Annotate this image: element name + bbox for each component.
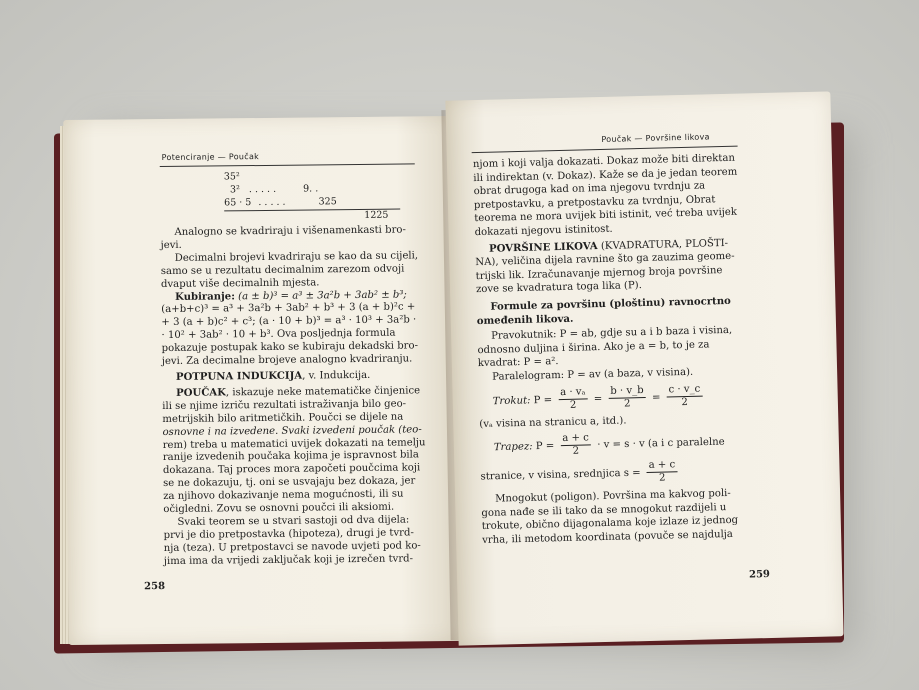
right-page-header: Poučak — Površine likova — [601, 132, 710, 144]
kubiranje-label: Kubiranje: — [175, 290, 235, 303]
text-line: Svaki teorem se u stvari sastoji od dva dijela: — [177, 514, 410, 528]
table-cell: 65 · 5 — [224, 197, 252, 209]
text-line: dokazati njegovu istinitost. — [474, 223, 613, 239]
poucak-heading: POUČAK — [176, 387, 227, 399]
text-line: ranije izvedenih poučaka kojima je ispravnost bila — [162, 449, 419, 464]
text-line: Decimalni brojevi kvadriraju se kao da su cijeli, — [174, 250, 419, 264]
text-line: ili se njime izriču rezultati istraživanja bilo geo- — [162, 398, 407, 412]
text-line: za njihovo dokazivanje nema mogućnosti, ili su — [163, 488, 404, 503]
left-page-body — [160, 224, 426, 568]
trokut-formula — [478, 382, 754, 414]
text-line: vrha, ili metodom koordinata (povuče se najdulja — [482, 528, 734, 546]
multiplication-table — [224, 170, 401, 225]
text-line: jevi. Za decimalne brojeve analogno kvadriranju. — [161, 353, 413, 368]
formula-p: P = — [535, 440, 555, 453]
text-line: teorema ne mora uvijek biti istinit, već treba uvijek — [474, 207, 738, 225]
text-line: Analogno se kvadriraju i višenamenkasti bro- — [174, 224, 406, 238]
fraction — [647, 459, 678, 485]
fraction — [666, 383, 702, 409]
potpuna-indukcija-heading: POTPUNA INDUKCIJA — [175, 370, 303, 383]
numerator: a · vₐ — [558, 386, 588, 400]
text-line: pretpostavku, a pretpostavku za tvrdnju, Obrat — [473, 194, 716, 211]
formula-heading: Formule za površinu (ploštinu) ravnocrtno — [490, 295, 731, 313]
denominator: 2 — [569, 399, 577, 411]
text-line: se ne dokazuju, tj. oni se usvajaju bez dokaza, jer — [163, 475, 416, 490]
table-cell: 1225 — [364, 209, 389, 221]
text-line: NA), veličina dijela ravnine što ga zauzima geome- — [475, 250, 735, 269]
denominator: 2 — [681, 396, 689, 408]
denominator: 2 — [623, 397, 631, 410]
trokut-label: Trokut: — [492, 394, 531, 407]
text-line: odnosno duljina i širina. Ako je a = b, to je za — [477, 339, 710, 356]
text-line: dokazana. Taj proces mora započeti poučcima koji — [162, 462, 421, 477]
text-line: + 3 (a + b)c² + c³; (a · 10 + b)³ = a³ · 10³ + 3a²b · — [161, 314, 417, 329]
table-cell: 3² — [229, 184, 240, 196]
text-line: pokazuje postupak kako se kubiraju dekadski bro- — [161, 340, 419, 355]
srednjica-line — [480, 457, 756, 489]
povrsine-likova-heading: POVRŠINE LIKOVA — [488, 240, 598, 255]
kubiranje-formula: (a ± b)³ = a³ ± 3a²b + 3ab² ± b³; — [238, 289, 407, 302]
text-line: (a+b+c)³ = a³ + 3a²b + 3ab² + b³ + 3 (a + b)²c + — [161, 301, 416, 316]
equals-sign: = — [593, 393, 603, 405]
text-line: jevi. — [160, 239, 182, 251]
equals-sign: = — [651, 391, 661, 403]
text-fragment: , v. Indukcija. — [302, 369, 371, 382]
text-line: Mnogokut (poligon). Površina ma kakvog poli- — [495, 488, 731, 505]
text-line: obrat drugoga kad on ima njegovu tvrdnju za — [473, 180, 706, 198]
trapez-label: Trapez: — [493, 441, 533, 454]
formula-rest: · v = s · v (a i c paralelne — [597, 436, 725, 451]
formula-p: P = — [533, 394, 553, 406]
denominator: 2 — [658, 472, 666, 484]
text-line: zove se kvadratura toga lika (P). — [475, 280, 643, 296]
numerator: a + c — [560, 432, 591, 446]
text-line: njom i koji valja dokazati. Dokaz može biti direktan — [472, 152, 736, 171]
formula-heading: omeđenih likova. — [476, 313, 574, 327]
text-line: jima ima da vrijedi zaključak koji je izrečen tvrd- — [163, 553, 414, 567]
numerator: c · v_c — [666, 383, 702, 397]
fraction — [608, 384, 646, 410]
text-line: metrijskih bilo aritmetičkih. Poučci se dijele na — [162, 411, 404, 425]
table-cell: 35² — [223, 171, 240, 183]
text-line: kvadrat: P = a². — [477, 356, 559, 370]
table-row — [364, 210, 400, 223]
right-page-body — [473, 151, 757, 547]
table-cell: . . . . . — [248, 183, 277, 196]
text-line: Pravokutnik: P = ab, gdje su a i b baza i visina, — [491, 324, 733, 342]
text-line: rem) treba u matematici uvijek dokazati na temelju — [162, 436, 426, 451]
left-header-rule — [160, 163, 415, 167]
table-cell: 325 — [318, 196, 337, 208]
fraction — [560, 432, 591, 458]
text-line: trijski lik. Izračunavanje mjernog broja površine — [475, 264, 723, 282]
left-page — [63, 116, 460, 645]
table-cell: . . . . . — [258, 196, 286, 209]
text-line: trokute, obično dijagonalama koje izlaze iz jednog — [481, 515, 739, 533]
text-line: osnovne i na izvedene. Svaki izvedeni poučak (teo- — [162, 423, 422, 438]
left-page-number: 258 — [144, 581, 166, 593]
text-line: samo se u rezultatu decimalnim zarezom odvoji — [160, 263, 405, 277]
text-line — [162, 369, 420, 385]
text-fragment: , iskazuje neke matematičke činjenice — [225, 385, 421, 399]
left-page-header: Potenciranje — Poučak — [161, 152, 260, 163]
text-fragment: (KVADRATURA, PLOŠTI- — [597, 237, 729, 252]
text-fragment: stranice, v visina, srednjica s = — [480, 467, 641, 483]
text-line: dvaput više decimalnih mjesta. — [160, 277, 320, 290]
text-line: (vₐ visina na stranicu a, itd.). — [479, 414, 627, 430]
numerator: b · v_b — [608, 384, 646, 398]
denominator: 2 — [572, 445, 580, 457]
text-line: prvi je dio pretpostavka (hipoteza), drugi je tvrd- — [163, 527, 414, 541]
text-line: ili indirektan (v. Dokaz). Kaže se da je jedan teorem — [473, 166, 738, 184]
text-line: · 10² + 3ab² · 10 + b³. Ova posljednja formula — [161, 327, 396, 342]
text-line: nja (teza). U pretpostavci se navode uvjeti pod ko- — [163, 540, 421, 554]
numerator: a + c — [647, 459, 678, 473]
text-line: gona nađe se ili tako da se mnogokut razdijeli u — [481, 501, 727, 519]
fraction — [558, 386, 588, 412]
right-page — [445, 91, 843, 645]
text-line: očigledni. Zovu se osnovni poučci ili aksiomi. — [163, 501, 395, 516]
text-line: Paralelogram: P = av (a baza, v visina). — [492, 366, 694, 383]
right-page-number: 259 — [748, 568, 771, 581]
trapez-formula — [480, 428, 756, 460]
table-cell: 9. . — [303, 183, 319, 195]
